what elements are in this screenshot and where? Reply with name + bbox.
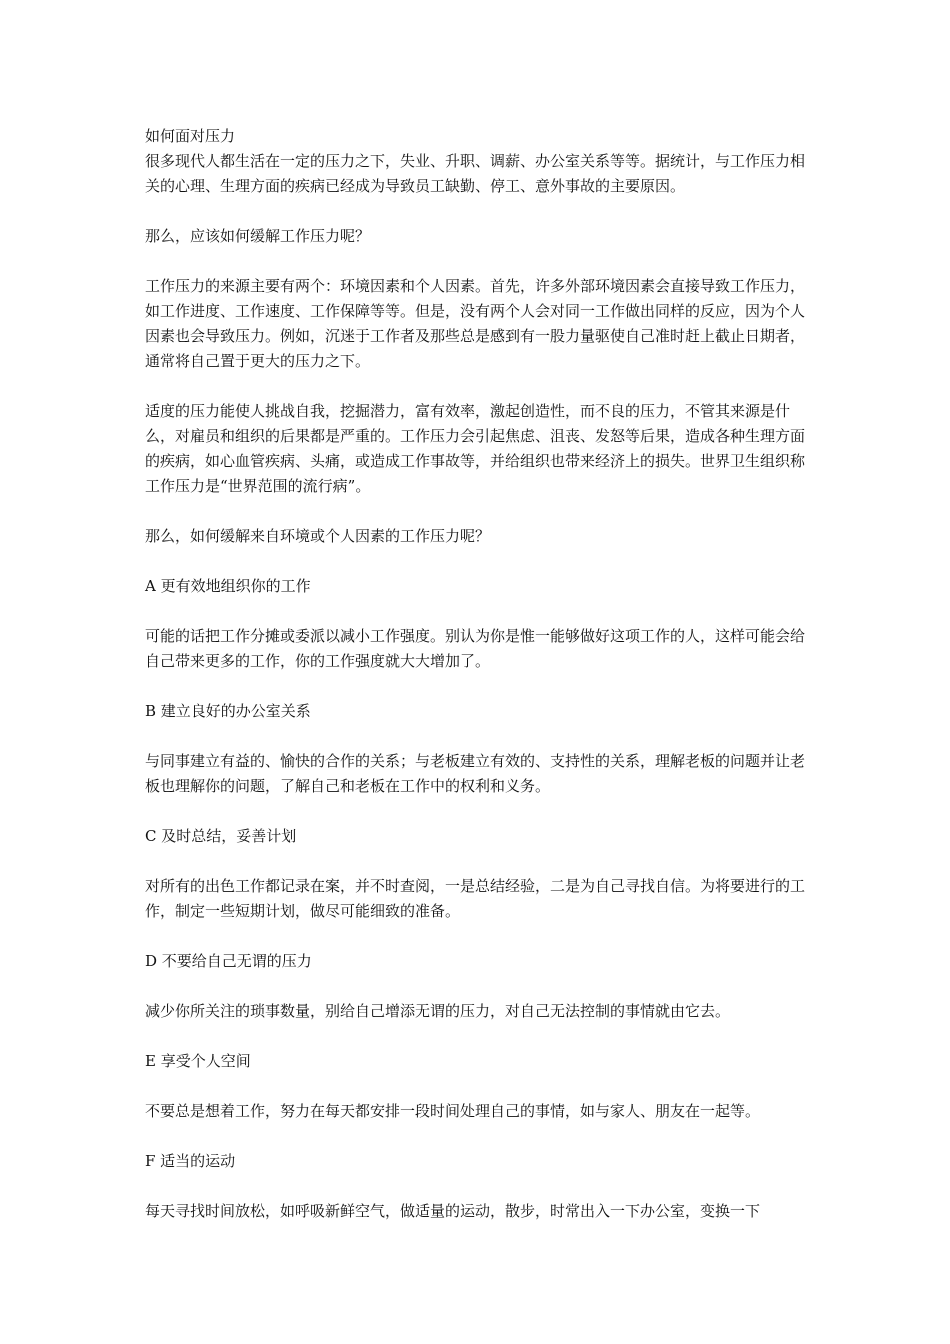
tip-body-f: 每天寻找时间放松，如呼吸新鲜空气，做适量的运动，散步，时常出入一下办公室，变换一下: [145, 1202, 761, 1220]
tip-heading-e: E 享受个人空间: [145, 1052, 251, 1070]
tip-body-c: 对所有的出色工作都记录在案，并不时查阅，一是总结经验，二是为自己寻找自信。为将要进行的工作，制定一些短期计划，做尽可能细致的准备。: [145, 877, 806, 920]
tip-heading-f: F 适当的运动: [145, 1152, 236, 1170]
tip-heading-d: D 不要给自己无谓的压力: [145, 952, 312, 970]
question-paragraph: 那么，应该如何缓解工作压力呢？: [145, 227, 371, 245]
tip-body-d: 减少你所关注的琐事数量，别给自己增添无谓的压力，对自己无法控制的事情就由它去。: [145, 1002, 731, 1020]
intro-paragraph: 很多现代人都生活在一定的压力之下，失业、升职、调薪、办公室关系等等。据统计，与工作压力相关的心理、生理方面的疾病已经成为导致员工缺勤、停工、意外事故的主要原因。: [145, 152, 806, 195]
tip-body-e: 不要总是想着工作，努力在每天都安排一段时间处理自己的事情，如与家人、朋友在一起等。: [145, 1102, 761, 1120]
sources-paragraph: 工作压力的来源主要有两个：环境因素和个人因素。首先，许多外部环境因素会直接导致工作压力，如工作进度、工作速度、工作保障等等。但是，没有两个人会对同一工作做出同样的反应，因为个人因素也会导致压力。例如，沉迷于工作者及那些总是感到有一股力量驱使自己准时赶上截止日期者，通常将自己置于更大的压力之下。: [145, 277, 806, 370]
document-title: 如何面对压力: [145, 127, 236, 145]
question-paragraph: 那么，如何缓解来自环境或个人因素的工作压力呢？: [145, 527, 491, 545]
effects-paragraph: 适度的压力能使人挑战自我，挖掘潜力，富有效率，激起创造性，而不良的压力，不管其来源是什么，对雇员和组织的后果都是严重的。工作压力会引起焦虑、沮丧、发怒等后果，造成各种生理方面的疾病，如心血管疾病、头痛，或造成工作事故等，并给组织也带来经济上的损失。世界卫生组织称工作压力是“世界范围的流行病”。: [145, 402, 806, 495]
tip-body-a: 可能的话把工作分摊或委派以减小工作强度。别认为你是惟一能够做好这项工作的人，这样可能会给自己带来更多的工作，你的工作强度就大大增加了。: [145, 627, 806, 670]
tip-body-b: 与同事建立有益的、愉快的合作的关系；与老板建立有效的、支持性的关系，理解老板的问题并让老板也理解你的问题，了解自己和老板在工作中的权利和义务。: [145, 752, 806, 795]
tip-heading-c: C 及时总结，妥善计划: [145, 827, 297, 845]
tip-heading-a: A 更有效地组织你的工作: [145, 577, 311, 595]
tip-heading-b: B 建立良好的办公室关系: [145, 702, 311, 720]
document-body: [145, 124, 813, 1224]
